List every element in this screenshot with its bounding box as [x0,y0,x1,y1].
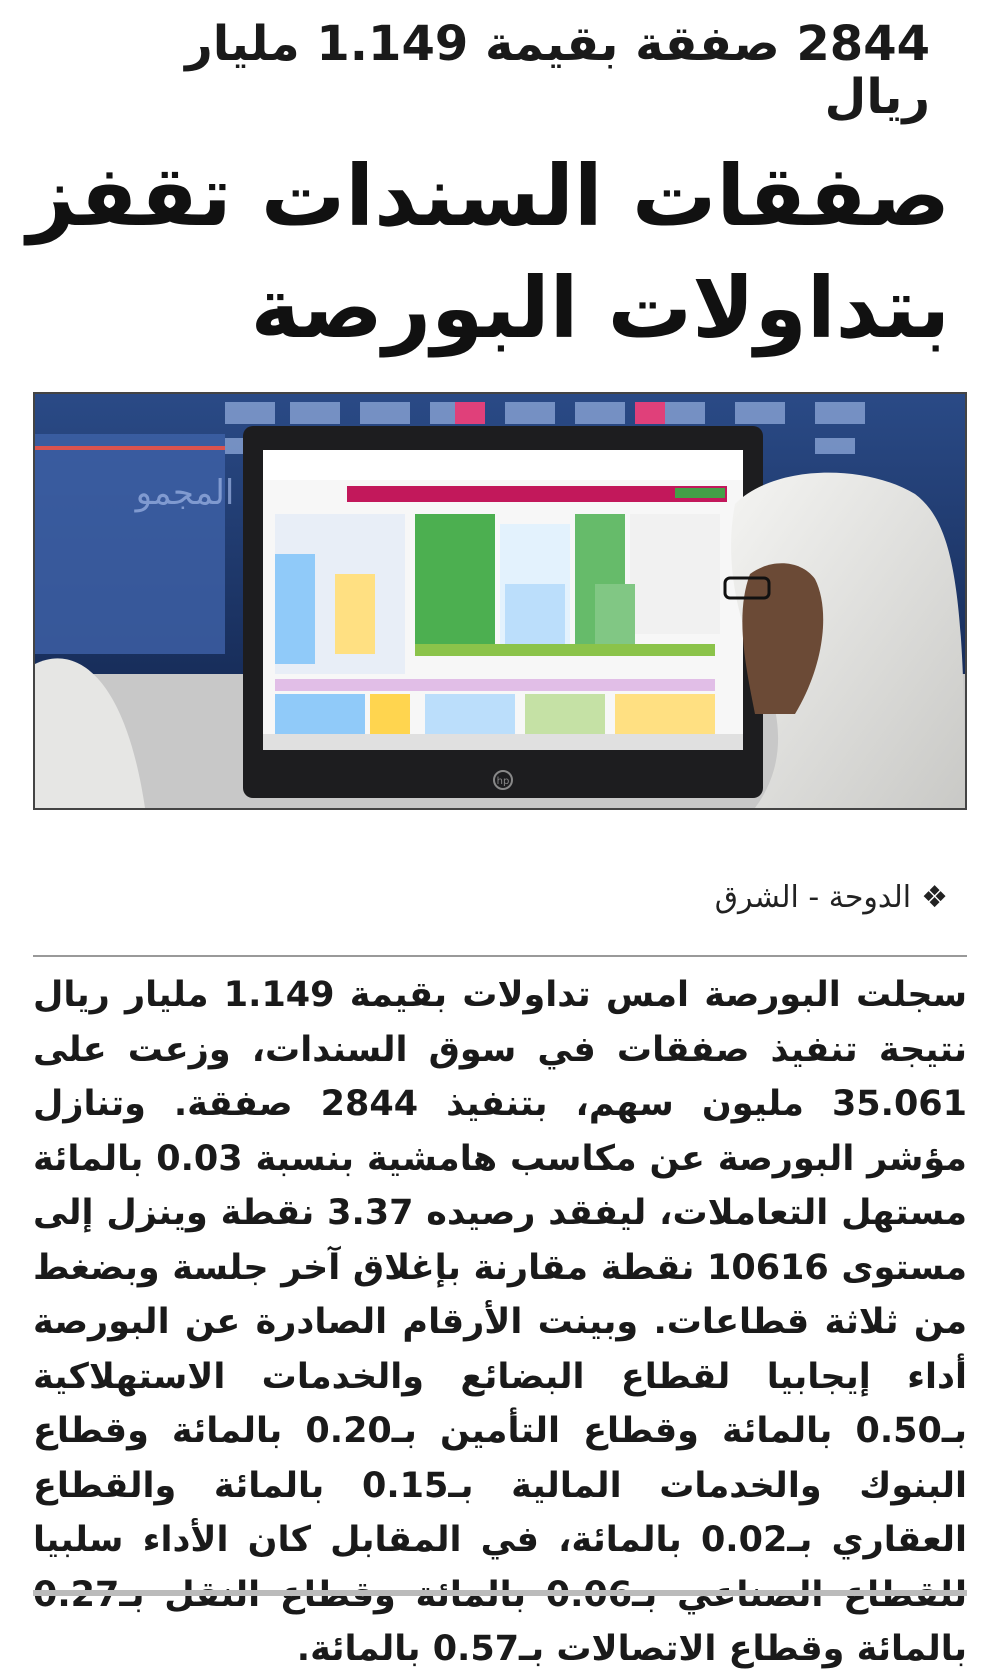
wall-display-text: المجمو [135,473,235,513]
headline-line-1: صفقات السندات تقفز [26,147,950,245]
article-photo [33,392,967,810]
laptop-brand-text: hp [496,776,510,787]
bottom-divider [33,1590,967,1596]
dateline-text: الدوحة - الشرق [714,880,912,915]
article-body: سجلت البورصة امس تداولات بقيمة 1.149 مليار ريال نتيجة تنفيذ صفقات في سوق السندات، وزعت على 35.061 مليون سهم، بتنفيذ 2844 صفقة. وتنازل مؤشر البورصة عن مكاسب هامشية بنسبة 0.03 بالمائة مستهل التعاملات، ليفقد رصيده 3.37 نقطة وينزل إلى مستوى 10616 نقطة مقارنة بإغلاق آخر جلسة وبضغط من ثلاثة قطاعات. وبينت الأرقام الصادرة عن البورصة أداء إيجابيا لقطاع البضائع والخدمات الاستهلاكية بـ0.50 بالمائة وقطاع التأمين بـ0.20 بالمائة وقطاع البنوك والخدمات المالية بـ0.15 بالمائة والقطاع العقاري بـ0.02 بالمائة، في المقابل كان الأداء سلبيا بالمائة وقطاع الاتصالات بـ0.57 بالمائة. [33,975,968,1669]
dateline [548,880,948,915]
kicker-headline: 2844 صفقة بقيمة 1.149 مليار ريال [185,16,930,125]
headline-line-2: بتداولات البورصة [250,259,950,357]
dateline-mark-icon: ❖ [921,880,948,915]
divider [33,955,967,957]
main-headline [26,140,950,364]
